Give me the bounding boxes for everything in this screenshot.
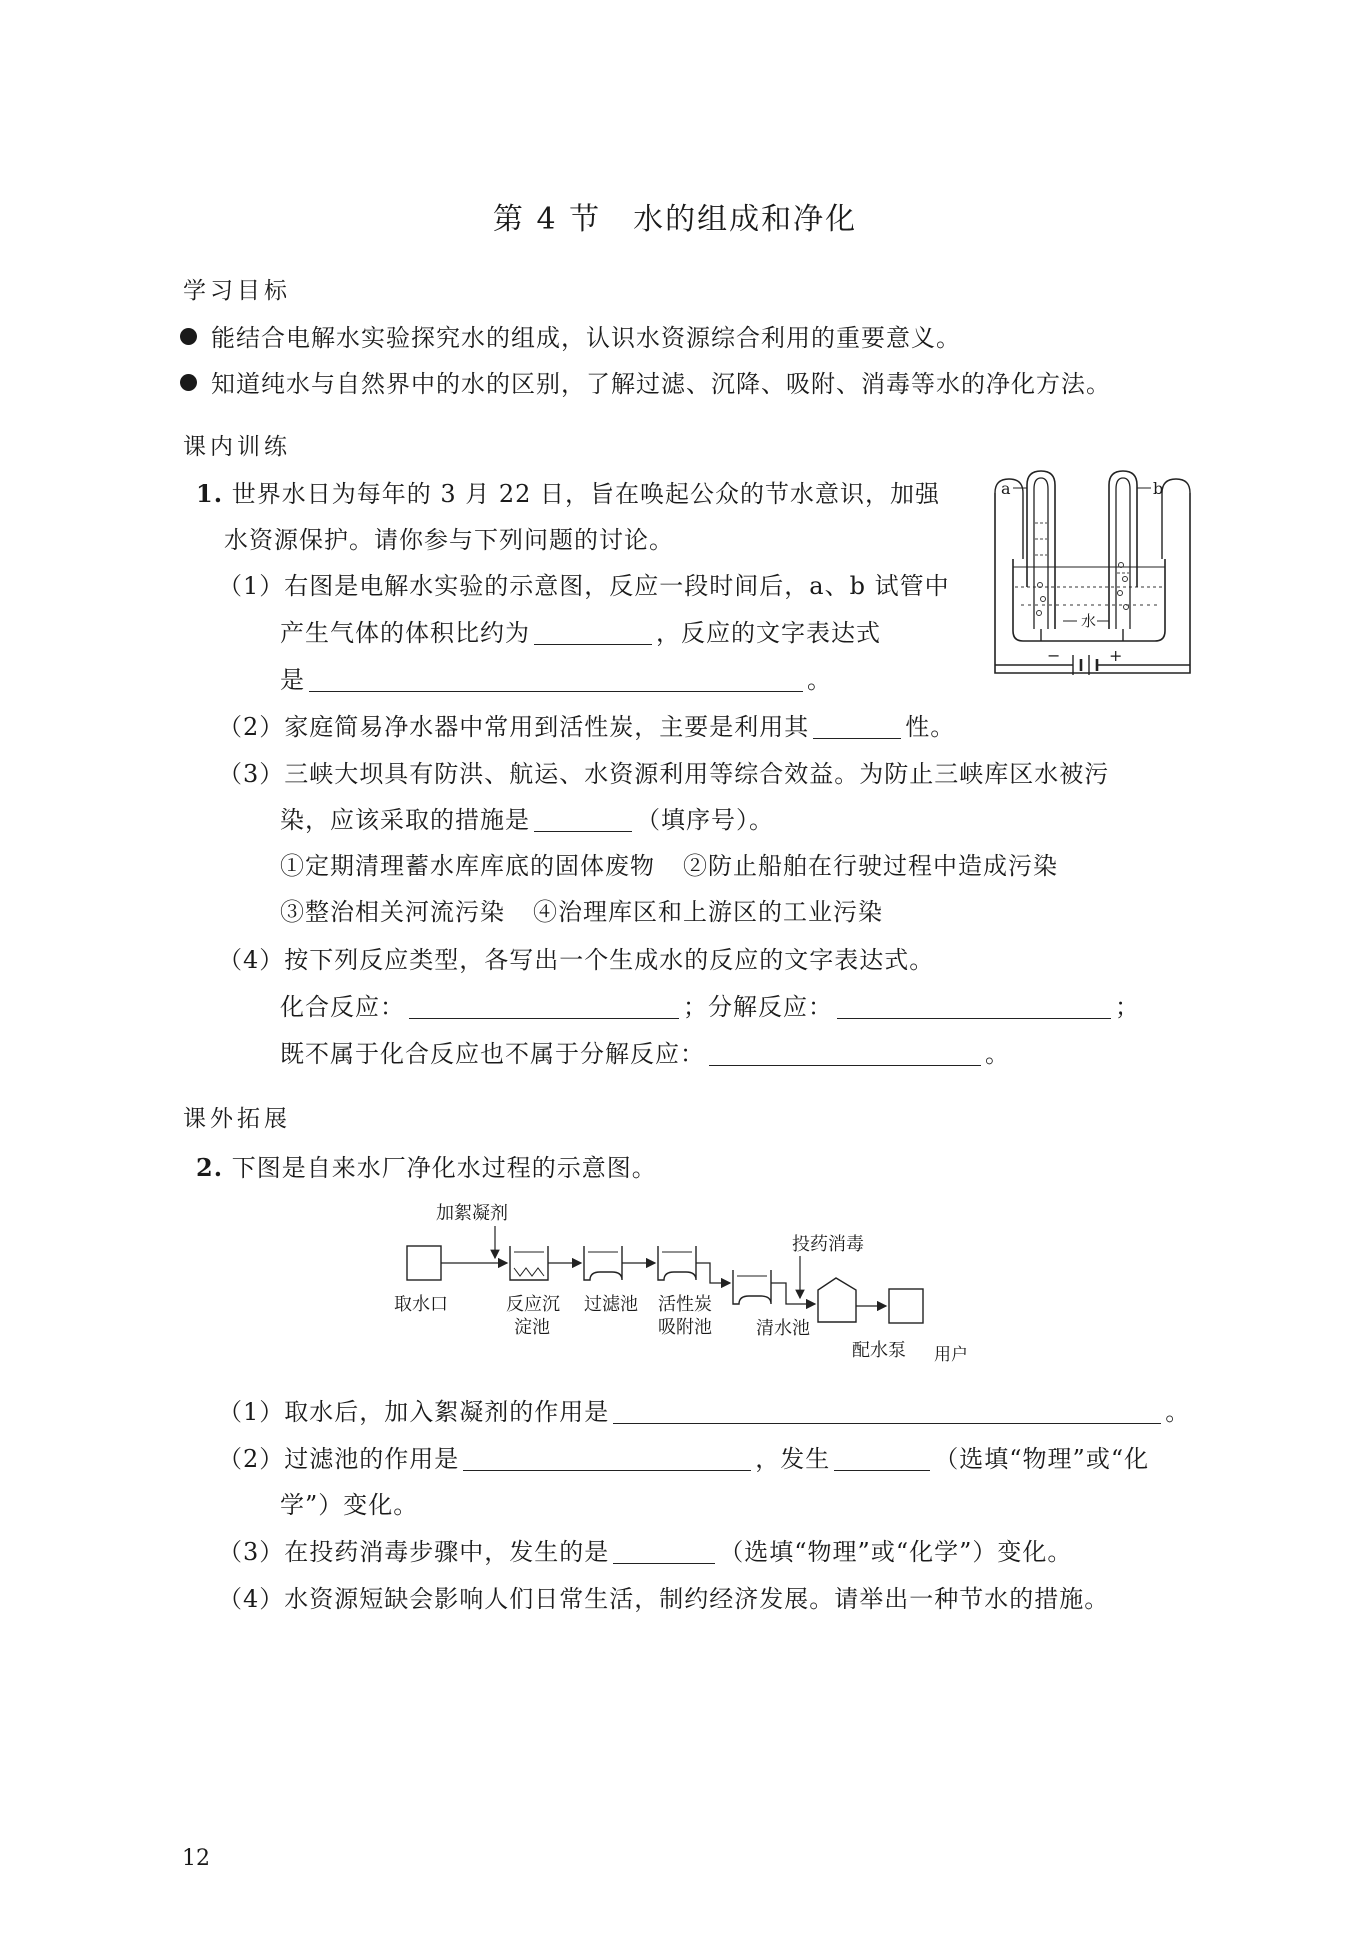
q1-part1-line2 (280, 613, 881, 648)
page-number: 12 (182, 1846, 210, 1871)
bullet-icon (180, 328, 197, 345)
question-number: 2. (196, 1153, 224, 1182)
part-text: 是 (280, 666, 305, 694)
part-number: （3） (218, 1538, 285, 1566)
part-number: （2） (218, 1445, 285, 1473)
part-text: 取水后，加入絮凝剂的作用是 (284, 1398, 610, 1426)
pump-shape (818, 1278, 856, 1322)
label-pump: 配水泵 (852, 1340, 906, 1361)
part-text: ； (1115, 993, 1140, 1021)
q1-part4-line1 (218, 940, 934, 975)
q2-part4 (218, 1579, 1109, 1614)
part-text: ，反应的文字表达式 (656, 619, 881, 647)
part-number: （3） (218, 760, 285, 788)
q1-part3-options-row1 (280, 846, 1058, 881)
q1-part4-line2 (280, 987, 1140, 1022)
section-heading-inclass: 课内训练 (183, 434, 291, 460)
page-title: 第 4 节 水的组成和净化 (492, 202, 858, 237)
part-text: （选填“物理”或“化学”）变化。 (719, 1538, 1073, 1566)
user-box (889, 1289, 923, 1323)
part-text: 家庭简易净水器中常用到活性炭，主要是利用其 (284, 713, 810, 741)
label-user: 用户 (934, 1345, 968, 1365)
label-carbon-2: 吸附池 (658, 1317, 712, 1338)
section-heading-objectives: 学习目标 (183, 278, 291, 304)
q1-part2 (218, 707, 955, 742)
intake-box (407, 1246, 441, 1280)
part-text: 按下列反应类型，各写出一个生成水的反应的文字表达式。 (284, 946, 935, 974)
answer-blank[interactable] (709, 1043, 981, 1066)
q1-line2: 水资源保护。请你参与下列问题的讨论。 (224, 526, 674, 554)
water-treatment-diagram (390, 1198, 990, 1366)
q2-part2-line1 (218, 1439, 1149, 1474)
q2-part1 (218, 1392, 1190, 1427)
part-text: 既不属于化合反应也不属于分解反应： (280, 1040, 705, 1068)
part-text: 三峡大坝具有防洪、航运、水资源利用等综合效益。为防止三峡库区水被污 (284, 760, 1110, 788)
q1-part3-line1 (218, 754, 1109, 789)
label-settle-2: 淀池 (514, 1317, 550, 1338)
q1-part3-options-row2 (280, 892, 883, 927)
part-text: 。 (985, 1040, 1010, 1068)
part-text: 。 (807, 666, 832, 694)
answer-blank[interactable] (409, 996, 679, 1019)
part-text: 。 (1165, 1398, 1191, 1426)
part-text: 性。 (905, 713, 956, 741)
label-filter: 过滤池 (584, 1294, 638, 1315)
option-3: ③整治相关河流污染 (280, 898, 505, 926)
q1-text: 世界水日为每年的 3 月 22 日，旨在唤起公众的节水意识，加强 (231, 480, 941, 508)
q1-part3-line2 (280, 800, 774, 835)
part-number: （2） (218, 713, 285, 741)
answer-blank[interactable] (463, 1448, 751, 1471)
part-text: 右图是电解水实验的示意图，反应一段时间后，a、b 试管中 (284, 572, 950, 600)
answer-blank[interactable] (837, 996, 1111, 1019)
part-number: （4） (218, 1585, 285, 1613)
bullet-icon (180, 374, 197, 391)
part-text: 水资源短缺会影响人们日常生活，制约经济发展。请举出一种节水的措施。 (284, 1585, 1110, 1613)
label-clear: 清水池 (756, 1318, 810, 1339)
option-2: ②防止船舶在行驶过程中造成污染 (683, 852, 1058, 880)
part-text: 化合反应： (280, 993, 405, 1021)
label-minus: − (1047, 646, 1061, 665)
objective-text: 知道纯水与自然界中的水的区别，了解过滤、沉降、吸附、消毒等水的净化方法。 (211, 370, 1111, 398)
question-number: 1. (196, 479, 224, 508)
option-1: ①定期清理蓄水库库底的固体废物 (280, 852, 655, 880)
option-4: ④治理库区和上游区的工业污染 (533, 898, 883, 926)
objective-item-2 (180, 364, 1111, 399)
q2-part2-line2: 学”）变化。 (280, 1491, 419, 1519)
part-number: （1） (218, 1398, 285, 1426)
q1-part1-line3 (280, 660, 832, 695)
label-settle-1: 反应沉 (506, 1294, 560, 1315)
part-text: ；分解反应： (683, 993, 833, 1021)
objective-text: 能结合电解水实验探究水的组成，认识水资源综合利用的重要意义。 (211, 324, 961, 352)
label-b: b (1153, 479, 1164, 498)
q1-line1 (196, 474, 940, 509)
answer-blank[interactable] (813, 716, 901, 739)
part-text: ，发生 (755, 1445, 831, 1473)
answer-blank[interactable] (534, 622, 652, 645)
answer-blank[interactable] (613, 1401, 1161, 1424)
answer-blank[interactable] (613, 1541, 715, 1564)
part-text: 过滤池的作用是 (284, 1445, 460, 1473)
label-a: a (1001, 479, 1011, 498)
part-text: （选填“物理”或“化 (934, 1445, 1150, 1473)
label-plus: + (1109, 646, 1123, 665)
q2-part3 (218, 1532, 1072, 1567)
q1-part4-line3 (280, 1034, 1010, 1069)
q2-line1 (196, 1148, 657, 1183)
objective-item-1 (180, 318, 961, 353)
part-number: （1） (218, 572, 285, 600)
part-text: 在投药消毒步骤中，发生的是 (284, 1538, 610, 1566)
part-number: （4） (218, 946, 285, 974)
electrolysis-diagram (985, 465, 1200, 687)
q2-text: 下图是自来水厂净化水过程的示意图。 (231, 1154, 657, 1182)
part-text: 产生气体的体积比约为 (280, 619, 530, 647)
answer-blank[interactable] (309, 669, 803, 692)
answer-blank[interactable] (834, 1448, 930, 1471)
section-heading-extension: 课外拓展 (183, 1106, 291, 1132)
part-text: （填序号）。 (636, 806, 774, 834)
answer-blank[interactable] (534, 809, 632, 832)
label-disinfect: 投药消毒 (792, 1234, 864, 1255)
label-carbon-1: 活性炭 (658, 1294, 712, 1315)
part-text: 染，应该采取的措施是 (280, 806, 530, 834)
label-water: 水 (1081, 612, 1097, 630)
q1-part1-line1 (218, 566, 950, 601)
label-coagulant: 加絮凝剂 (436, 1203, 508, 1224)
label-intake: 取水口 (394, 1294, 448, 1315)
